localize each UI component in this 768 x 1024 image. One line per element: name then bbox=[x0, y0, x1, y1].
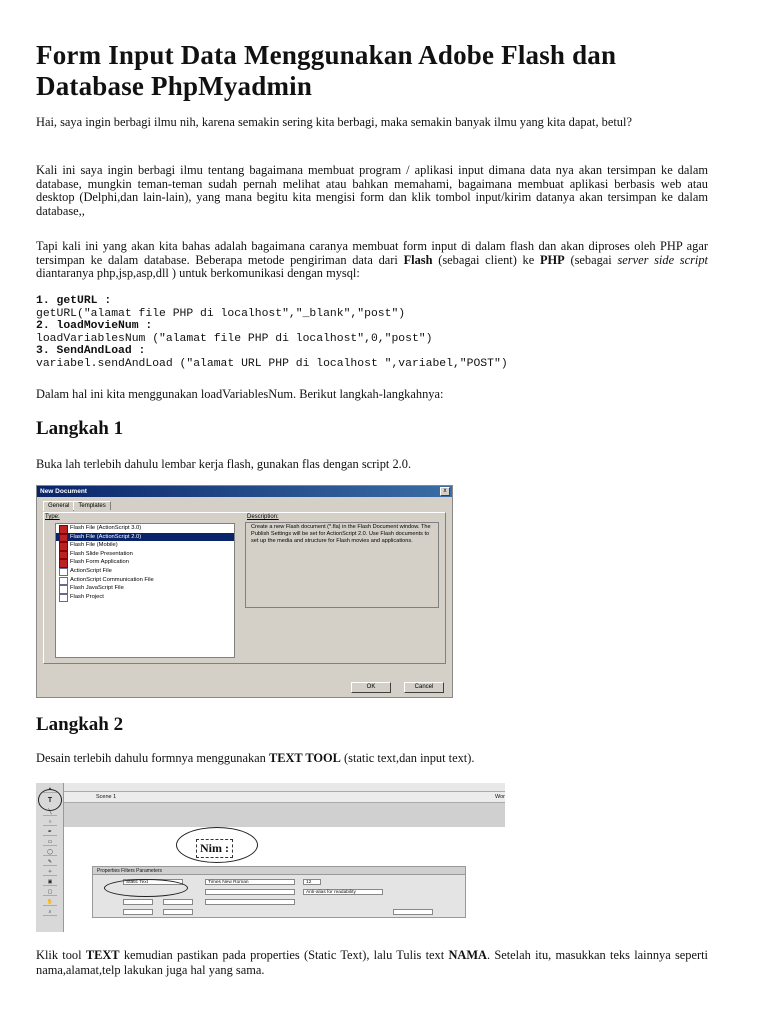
zoom-tool-icon[interactable]: ⌕ bbox=[43, 909, 57, 916]
line-tool-icon[interactable]: ╲ bbox=[43, 809, 57, 816]
para5-c: kemudian pastikan pada properties (Static Text), lalu Tulis text bbox=[119, 948, 449, 962]
x-field[interactable] bbox=[163, 899, 193, 905]
selection-tool-icon[interactable]: ▲ bbox=[43, 786, 57, 793]
dialog-title: New Document bbox=[37, 486, 452, 497]
font-size-field[interactable]: 12 bbox=[303, 879, 321, 885]
para5-a: Klik tool bbox=[36, 948, 86, 962]
type-item-selected[interactable]: Flash File (ActionScript 2.0) bbox=[56, 533, 234, 542]
code-line-3: variabel.sendAndLoad ("alamat URL PHP di localhost ",variabel,"POST") bbox=[36, 357, 508, 370]
description-box: Create a new Flash document (*.fla) in the Flash Document window. The Publish Settings will be set for ActionScript 2.0. Use Flash documents to set up the media and structure for Flash movies and applications. bbox=[245, 522, 439, 608]
step-1-text: Buka lah terlebih dahulu lembar kerja flash, gunakan flas dengan script 2.0. bbox=[36, 457, 412, 471]
paragraph-2: Kali ini saya ingin berbagi ilmu tentang bagaimana membuat program / aplikasi input dimana data nya akan tersimpan ke dalam database, mungkin teman-teman sudah pernah melihat atau bahkan memahami, bagaimana membuat aplikasi berbasis web atau desktop (Delphi,dan lain-lain), yang mana begitu kita mengisi form dan klik tombol input/kirim datanya akan tersimpan ke dalam database,, bbox=[36, 163, 708, 219]
flash-ide-screenshot bbox=[36, 783, 505, 932]
paragraph-4: Dalam hal ini kita menggunakan loadVariablesNum. Berikut langkah-langkahnya: bbox=[36, 387, 444, 401]
bucket-tool-icon[interactable]: ▣ bbox=[43, 879, 57, 886]
paragraph-3 bbox=[36, 240, 708, 281]
type-item[interactable]: Flash JavaScript File bbox=[56, 584, 234, 593]
text-tool-icon[interactable]: T bbox=[47, 797, 53, 804]
code-heading-3: 3. SendAndLoad : bbox=[36, 345, 146, 358]
eraser-tool-icon[interactable]: ▢ bbox=[43, 889, 57, 896]
new-document-dialog bbox=[36, 485, 453, 698]
type-item[interactable]: Flash File (Mobile) bbox=[56, 541, 234, 550]
page-title: Form Input Data Menggunakan Adobe Flash dan Database PhpMyadmin bbox=[36, 40, 617, 101]
tab-general[interactable]: General bbox=[43, 501, 74, 511]
dialog-close-button[interactable]: x bbox=[440, 487, 450, 496]
highlight-oval-tool bbox=[38, 789, 62, 811]
ok-button[interactable]: OK bbox=[351, 682, 391, 693]
flash-bold: Flash bbox=[403, 252, 433, 267]
step-1-heading: Langkah 1 bbox=[36, 418, 124, 439]
code-block bbox=[36, 295, 708, 371]
type-label: Type: bbox=[45, 514, 60, 520]
text-tool-bold: TEXT TOOL bbox=[268, 751, 341, 765]
code-heading-1: 1. getURL : bbox=[36, 295, 112, 307]
spacing-field[interactable] bbox=[205, 889, 295, 895]
font-select[interactable]: Times New Roman bbox=[205, 879, 295, 885]
code-line-1: getURL("alamat file PHP di localhost","_blank","post") bbox=[36, 307, 406, 320]
url-field[interactable] bbox=[205, 899, 295, 905]
pasteboard bbox=[64, 803, 505, 827]
y-field[interactable] bbox=[163, 909, 193, 915]
type-list bbox=[55, 523, 235, 658]
height-field[interactable] bbox=[123, 909, 153, 915]
para5-d: . Setelah itu, masukkan teks lainnya seperti nama,alamat,telp lakukan juga hal yang sama. bbox=[36, 948, 708, 977]
text-bold: TEXT bbox=[85, 948, 120, 962]
timeline-ruler bbox=[64, 783, 505, 792]
cancel-button[interactable]: Cancel bbox=[404, 682, 444, 693]
target-field[interactable] bbox=[393, 909, 433, 915]
type-item[interactable]: Flash Form Application bbox=[56, 558, 234, 567]
rect-tool-icon[interactable]: ▭ bbox=[43, 839, 57, 846]
type-item[interactable]: Flash Project bbox=[56, 593, 234, 602]
php-bold: PHP bbox=[539, 252, 565, 267]
step-2-heading: Langkah 2 bbox=[36, 714, 124, 735]
intro-paragraph: Hai, saya ingin berbagi ilmu nih, karena semakin sering kita berbagi, maka semakin banyak ilmu yang kita dapat, betul? bbox=[36, 115, 632, 129]
paragraph-5 bbox=[36, 948, 708, 978]
pencil-tool-icon[interactable]: ✎ bbox=[43, 859, 57, 866]
scene-label[interactable]: Scene 1 bbox=[96, 794, 117, 800]
stage-static-text[interactable]: Nim : bbox=[196, 839, 233, 858]
lasso-tool-icon[interactable]: ○ bbox=[43, 819, 57, 826]
pen-tool-icon[interactable]: ✒ bbox=[43, 829, 57, 836]
code-heading-2: 2. loadMovieNum : bbox=[36, 320, 153, 333]
edit-bar bbox=[64, 792, 505, 803]
text-type-select[interactable]: Static Text bbox=[123, 879, 183, 885]
para3-text-4: diantaranya php,jsp,asp,dll ) untuk berkomunikasi dengan mysql: bbox=[36, 266, 360, 281]
step2-text-a: Desain terlebih dahulu formnya menggunakan bbox=[36, 751, 269, 765]
type-item[interactable]: Flash Slide Presentation bbox=[56, 550, 234, 559]
para3-text-1: Tapi kali ini yang akan kita bahas adalah bagaimana caranya membuat form input di dalam flash dan akan diproses oleh PHP agar tersimpan ke dalam database. Beberapa metode pengiriman data dari bbox=[36, 239, 708, 267]
step-2-text bbox=[36, 752, 708, 766]
tab-templates[interactable]: Templates bbox=[73, 501, 110, 510]
para3-text-3: (sebagai bbox=[564, 252, 618, 267]
type-item[interactable]: ActionScript File bbox=[56, 567, 234, 576]
server-side-italic: server side script bbox=[617, 252, 709, 267]
width-field[interactable] bbox=[123, 899, 153, 905]
type-item[interactable]: ActionScript Communication File bbox=[56, 576, 234, 585]
brush-tool-icon[interactable]: ✧ bbox=[43, 869, 57, 876]
dialog-tabs bbox=[43, 501, 110, 512]
anti-alias-select[interactable]: Anti-alias for readability bbox=[303, 889, 383, 895]
highlight-oval bbox=[176, 827, 258, 863]
workspace-label[interactable]: Wor bbox=[495, 794, 505, 800]
para3-text-2: (sebagai client) ke bbox=[432, 252, 540, 267]
step2-text-b: (static text,dan input text). bbox=[340, 751, 475, 765]
oval-tool-icon[interactable]: ◯ bbox=[43, 849, 57, 856]
nama-bold: NAMA bbox=[448, 948, 487, 962]
code-line-2: loadVariablesNum ("alamat file PHP di localhost",0,"post") bbox=[36, 332, 433, 345]
highlight-oval-properties bbox=[104, 879, 188, 897]
type-item[interactable]: Flash File (ActionScript 3.0) bbox=[56, 524, 234, 533]
hand-tool-icon[interactable]: ✋ bbox=[43, 899, 57, 906]
description-label: Description: bbox=[247, 514, 279, 520]
properties-tabs[interactable]: Properties Filters Parameters bbox=[93, 867, 465, 875]
